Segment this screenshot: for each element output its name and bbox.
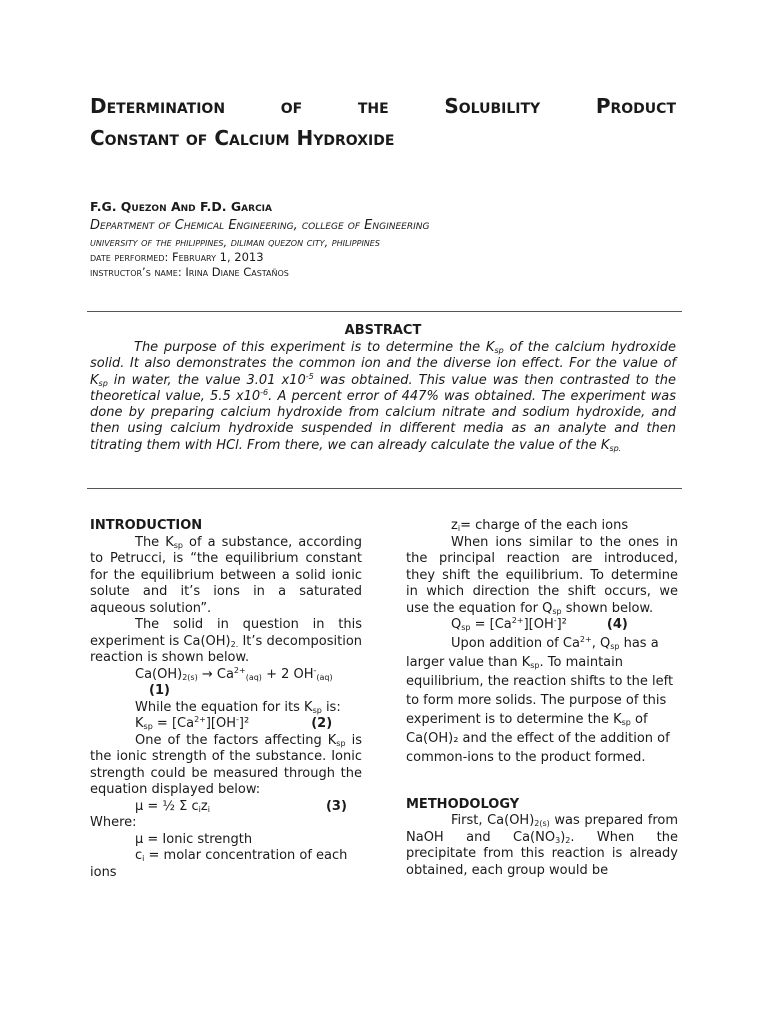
title-line-2: Constant of Calcium Hydroxide bbox=[90, 126, 395, 150]
title-line-1 bbox=[90, 90, 676, 122]
right-column bbox=[406, 518, 678, 879]
intro-paragraph: The $K_{sp}$ of a substance, according to Petrucci, is “the equilibrium constant for the equilibrium between a solid ionic solute and it’s ions in a saturated aqueous solution”. bbox=[90, 534, 362, 616]
abstract-bottom-rule bbox=[87, 488, 682, 489]
abstract-heading: ABSTRACT bbox=[344, 323, 422, 338]
equation-number: (4) bbox=[606, 617, 628, 632]
intro-paragraph: The solid in question in this experiment is $Ca(OH)_{2.}$ It’s decomposition reaction is shown below. bbox=[90, 617, 363, 665]
title-word: the bbox=[357, 94, 389, 118]
where-label: Where: bbox=[90, 815, 137, 830]
equation-3: μ = ½ Σ $c_iz_i$ (3) bbox=[135, 798, 347, 814]
title-word: Product bbox=[595, 94, 676, 118]
abstract-top-rule bbox=[87, 311, 682, 312]
equation-2: $K_{sp} = [Ca^{2+}][OH^-]^2$ (2) bbox=[135, 715, 333, 731]
department: Department of Chemical Engineering, college of Engineering bbox=[90, 218, 430, 233]
equation-1: $Ca(OH)_{2(s)} \to Ca^{2+}_{(aq)} + 2$ $OH^-_{(aq)}$ (1) bbox=[135, 665, 333, 698]
instructor-name: instructor’s name: Irina Diane Castaños bbox=[90, 265, 289, 279]
paper-title bbox=[90, 90, 676, 154]
date-performed: date performed: February 1, 2013 bbox=[90, 250, 264, 264]
title-word: Determination bbox=[90, 94, 226, 118]
definition-mu: μ = Ionic strength bbox=[135, 831, 253, 847]
body-paragraph: When ions similar to the ones in the principal reaction are introduced, they shift the equilibrium. To determine in which direction the shift occurs, we use the equation for $Q_{sp}$ shown below. bbox=[406, 534, 678, 616]
equation-number: (3) bbox=[325, 798, 347, 814]
body-paragraph: Upon addition of $Ca^{2+}$, $Q_{sp}$ has a larger value than $K_{sp}$. To maintain equilibrium, the reaction shifts to the left to form more solids. The purpose of this experiment is to determine the $K_{sp}$ of Ca(OH)₂ and the effect of the addition of common-ions to the product formed. bbox=[406, 634, 674, 765]
university: university of the philippines, diliman quezon city, philippines bbox=[90, 235, 380, 249]
definition-c: $c_i$ = molar concentration of each ions bbox=[90, 848, 348, 880]
title-word: of bbox=[280, 94, 303, 118]
intro-paragraph: One of the factors affecting $K_{sp}$ is the ionic strength of the substance. Ionic strength could be measured through the equation displayed below: bbox=[90, 732, 362, 797]
abstract-body: The purpose of this experiment is to determine the $K_{sp}$ of the calcium hydroxide solid. It also demonstrates the common ion and the diverse ion effect. For the value of $K_{sp}$ in water, the value 3.01 $x10^{-5}$ was obtained. This value was then contrasted to the theoretical value, 5.5 $x10^{-6}$. A percent error of 447% was obtained. The experiment was done by preparing calcium hydroxide from calcium nitrate and sodium hydroxide, and then using calcium hydroxide suspended in different media as an analyte and then titrating them with HCl. From there, we can already calculate the value of the $K_{sp.}$ bbox=[90, 340, 677, 453]
equation-number: (1) bbox=[149, 683, 170, 698]
intro-paragraph: While the equation for its $K_{sp}$ is: bbox=[135, 699, 341, 715]
methodology-heading: METHODOLOGY bbox=[406, 796, 520, 812]
equation-number: (2) bbox=[311, 716, 333, 731]
definition-z: $z_i=$ charge of the each ions bbox=[451, 518, 629, 533]
title-word: Solubility bbox=[444, 94, 541, 118]
equation-4: $Q_{sp} = [Ca^{2+}][OH^-]^2$ (4) bbox=[451, 616, 628, 632]
authors: F.G. Quezon And F.D. Garcia bbox=[90, 199, 272, 214]
methodology-paragraph: First, $Ca(OH)_{2(s)}$ was prepared from NaOH and $Ca(NO_3)_2$. When the precipitate from this reaction is already obtained, each group would be bbox=[406, 813, 679, 878]
introduction-heading: INTRODUCTION bbox=[90, 518, 203, 533]
left-column bbox=[90, 518, 362, 881]
